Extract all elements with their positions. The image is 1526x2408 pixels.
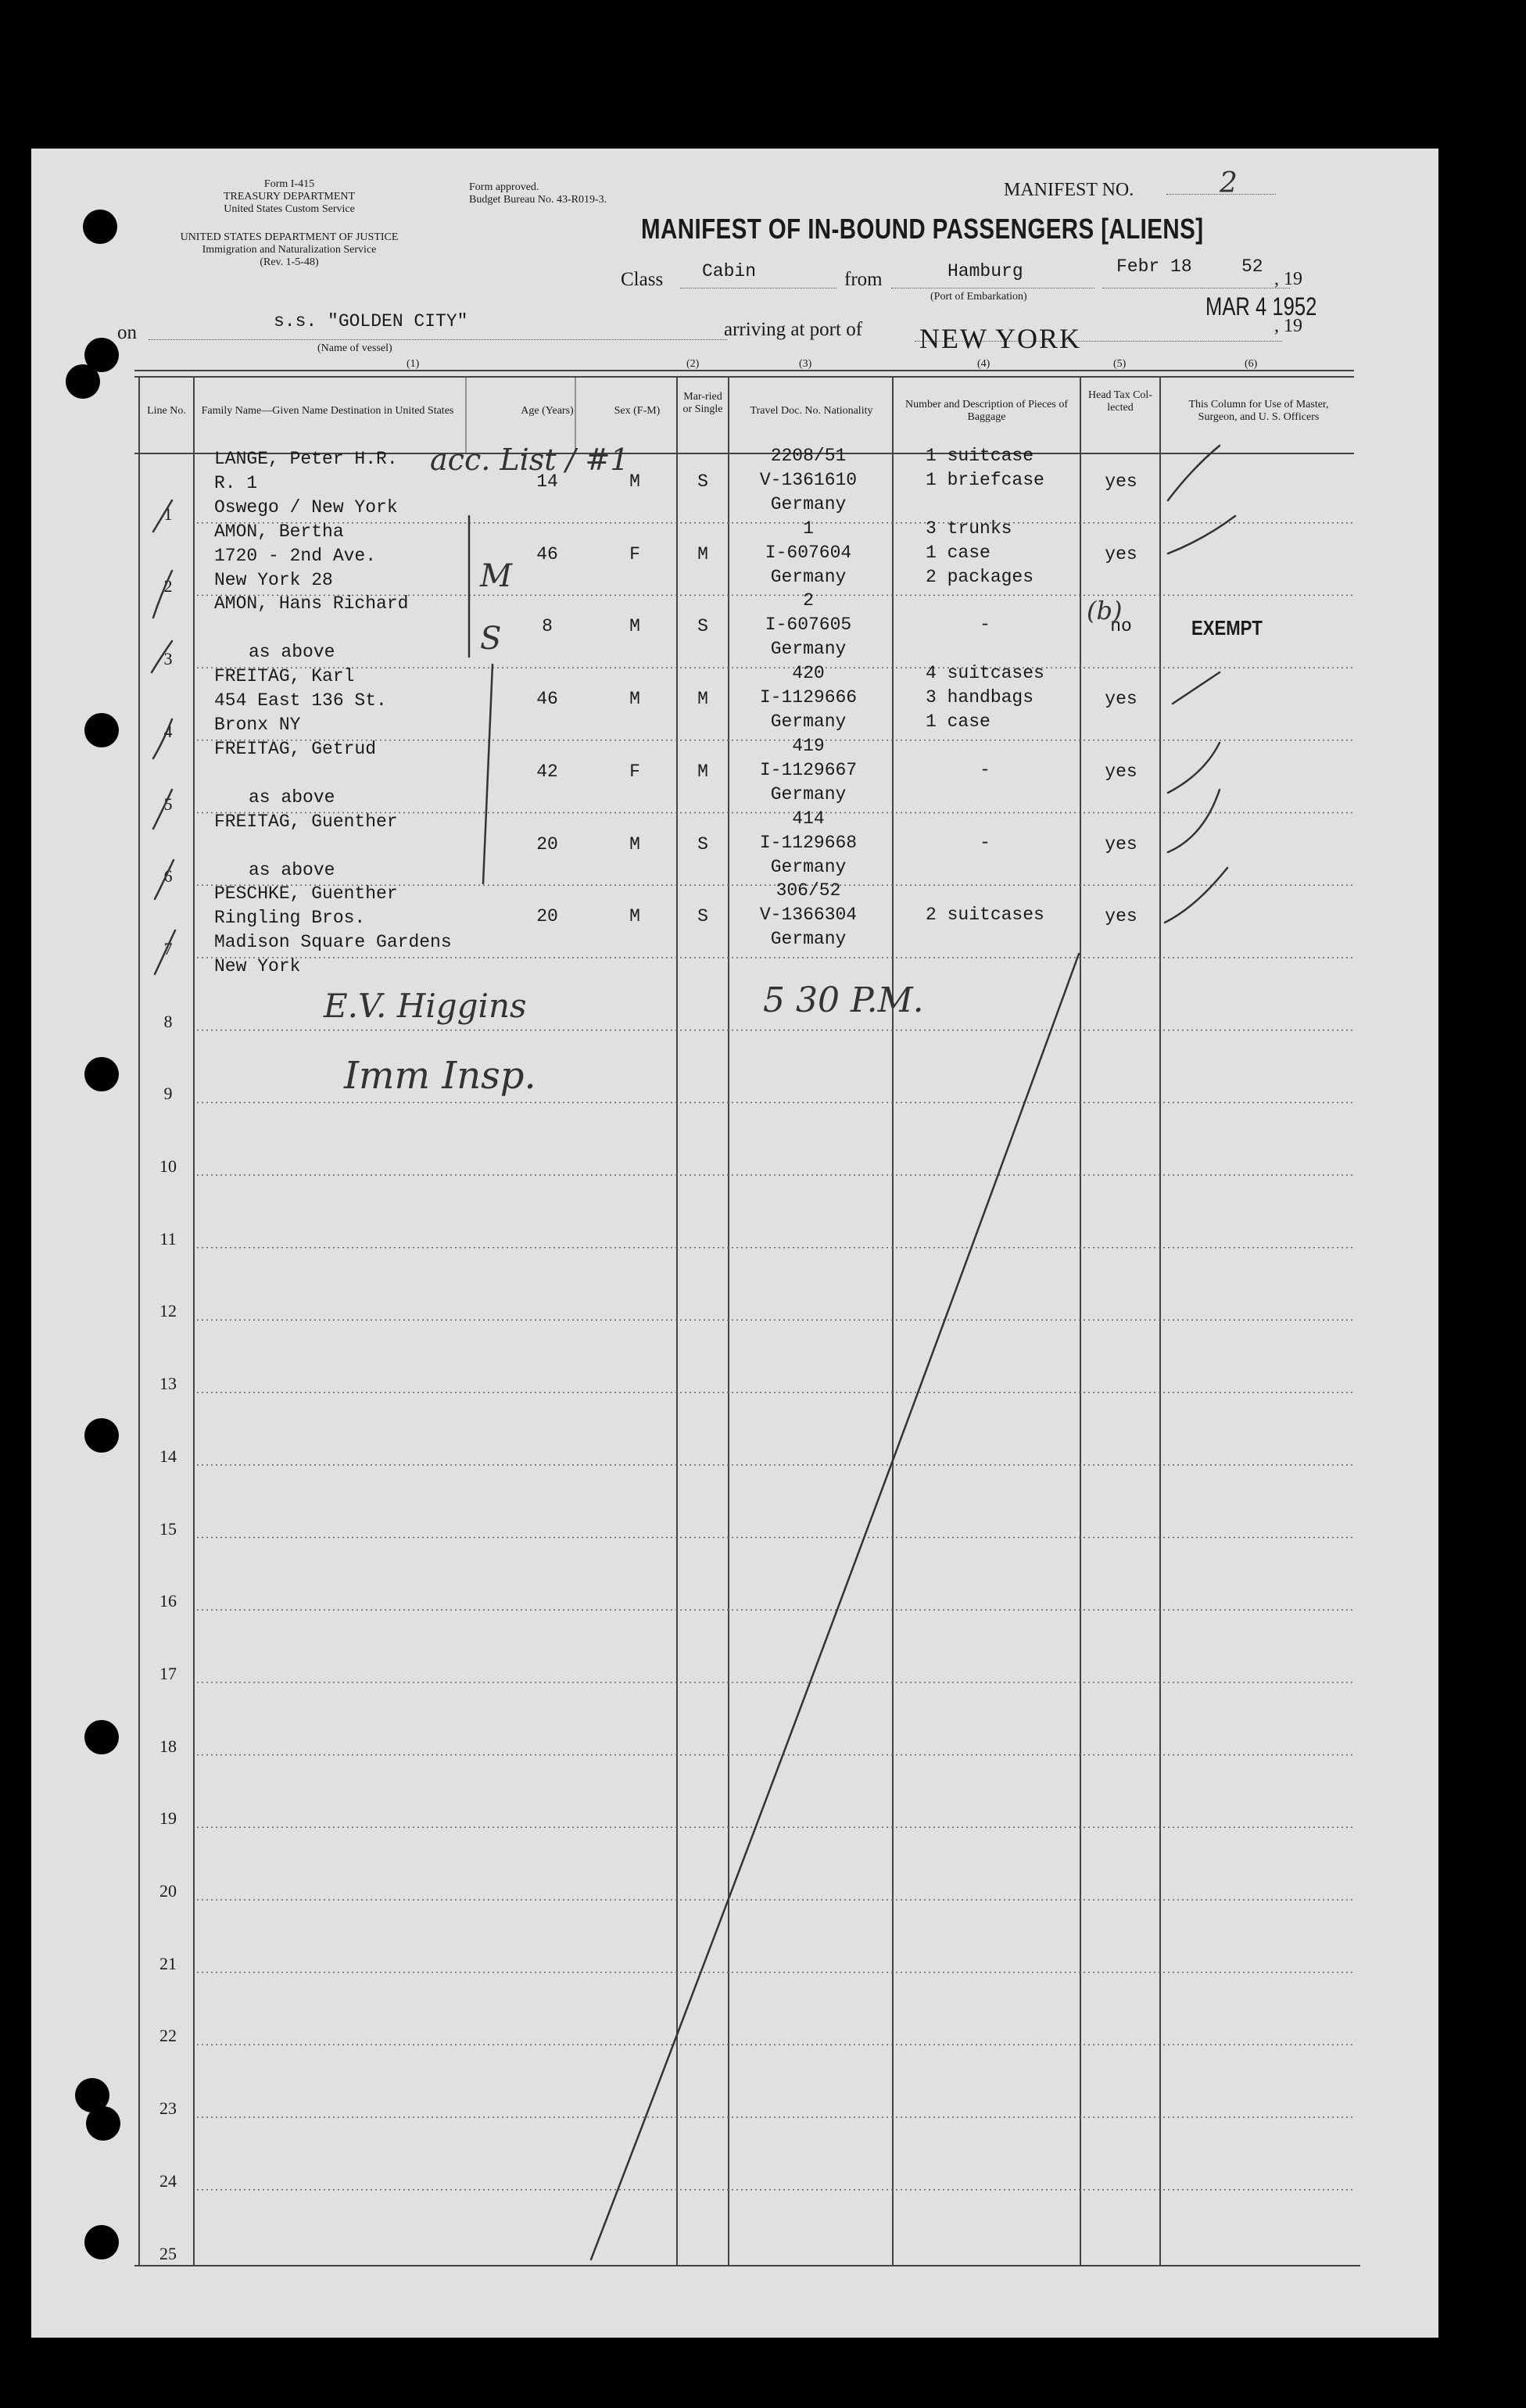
passenger-name-line: 1720 - 2nd Ave. — [214, 545, 377, 566]
passenger-name-line: as above — [249, 642, 335, 663]
travel-doc-line: 2208/51 — [770, 446, 847, 466]
travel-doc-line: Germany — [770, 494, 847, 514]
travel-doc-line: 419 — [792, 735, 825, 756]
manifest-number: 2 — [1220, 167, 1238, 199]
baggage-line: 3 trunks — [926, 518, 1012, 539]
passenger-marital-status: S — [697, 471, 708, 492]
passenger-name-line: FREITAG, Getrud — [214, 738, 377, 759]
customs-service: United States Custom Service — [224, 203, 355, 215]
baggage-line: 1 case — [926, 711, 990, 733]
head-tax: yes — [1105, 833, 1137, 855]
justice-dept: UNITED STATES DEPARTMENT OF JUSTICE — [180, 231, 399, 243]
col-num-2: (2) — [686, 358, 700, 370]
handwritten-time: 5 30 P.M. — [763, 980, 924, 1020]
baggage-line: 2 packages — [926, 566, 1034, 587]
col-header-sex: Sex (F-M) — [614, 405, 661, 417]
passenger-name-line: Bronx NY — [214, 715, 301, 736]
passenger-name-line: New York — [214, 956, 301, 977]
travel-doc-line: Germany — [770, 856, 847, 877]
passenger-name-line: LANGE, Peter H.R. — [214, 449, 398, 469]
passenger-age: 42 — [536, 761, 558, 782]
baggage-line: 3 handbags — [926, 687, 1034, 708]
vessel-label: (Name of vessel) — [317, 342, 392, 354]
passenger-sex: M — [629, 471, 640, 492]
passenger-marital-status: M — [697, 543, 708, 564]
passenger-name-line: Ringling Bros. — [214, 908, 366, 929]
line-number: 17 — [159, 1663, 177, 1683]
handwritten-inspector-title: Imm Insp. — [344, 1054, 536, 1098]
col-num-6: (6) — [1245, 358, 1258, 370]
line-number: 20 — [159, 1881, 177, 1901]
passenger-marital-status: M — [697, 689, 708, 710]
line-number: 3 — [163, 649, 173, 669]
form-approved: Form approved. — [469, 181, 539, 193]
line-number: 7 — [163, 938, 173, 959]
passenger-marital-status: M — [697, 761, 708, 782]
line-number: 2 — [163, 576, 173, 597]
passenger-age: 46 — [536, 689, 558, 710]
year-prefix: , 19 — [1274, 269, 1302, 289]
handwritten-b: (b) — [1087, 596, 1123, 625]
line-number: 5 — [163, 794, 173, 814]
line-number: 12 — [159, 1301, 177, 1321]
ins-service: Immigration and Naturalization Service — [202, 244, 377, 256]
travel-doc-line: V-1366304 — [759, 905, 858, 926]
baggage-line: 2 suitcases — [926, 905, 1044, 926]
passenger-name-line: PESCHKE, Guenther — [214, 883, 398, 905]
head-tax: yes — [1105, 543, 1137, 564]
treasury-dept: TREASURY DEPARTMENT — [223, 191, 356, 202]
handwritten-list-reference: acc. List / #1 — [430, 443, 629, 477]
line-number: 6 — [163, 866, 173, 887]
travel-doc-line: 306/52 — [776, 880, 841, 901]
passenger-name-line: 454 East 136 St. — [214, 690, 387, 711]
passenger-marital-status: S — [697, 833, 708, 855]
vessel-name: s.s. "GOLDEN CITY" — [274, 311, 468, 331]
passenger-name-line: AMON, Bertha — [214, 521, 344, 542]
line-number: 16 — [159, 1591, 177, 1611]
travel-doc-line: I-607604 — [765, 542, 852, 563]
passenger-age: 20 — [536, 833, 558, 855]
line-number: 9 — [163, 1084, 173, 1104]
baggage-line: 4 suitcases — [926, 663, 1044, 684]
head-tax: no — [1110, 616, 1132, 637]
col-num-4: (4) — [977, 358, 990, 370]
passenger-sex: M — [629, 833, 640, 855]
passenger-sex: F — [629, 761, 640, 782]
passenger-age: 14 — [536, 471, 558, 492]
arriving-label: arriving at port of — [724, 319, 863, 340]
revision: (Rev. 1-5-48) — [260, 256, 319, 268]
on-label: on — [117, 322, 137, 343]
baggage-line: - — [980, 759, 990, 780]
officer-note: EXEMPT — [1191, 616, 1263, 640]
line-number: 15 — [159, 1518, 177, 1539]
col-header-line: Line No. — [147, 405, 186, 417]
head-tax: yes — [1105, 761, 1137, 782]
passenger-sex: F — [629, 543, 640, 564]
line-number: 10 — [159, 1156, 177, 1176]
travel-doc-line: V-1361610 — [759, 470, 858, 490]
travel-doc-line: I-1129668 — [759, 832, 858, 853]
travel-doc-line: Germany — [770, 929, 847, 950]
passenger-age: 20 — [536, 906, 558, 927]
baggage-line: 1 briefcase — [926, 470, 1044, 490]
col-header-tax: Head Tax Col-lected — [1088, 389, 1152, 414]
line-number: 13 — [159, 1374, 177, 1394]
line-number: 11 — [159, 1228, 177, 1249]
line-number: 14 — [159, 1446, 177, 1466]
baggage-line: - — [980, 615, 990, 636]
line-number: 4 — [163, 721, 173, 741]
line-number: 24 — [159, 2170, 177, 2191]
passenger-name-line: Madison Square Gardens — [214, 932, 452, 953]
travel-doc-line: Germany — [770, 783, 847, 804]
passenger-age: 46 — [536, 543, 558, 564]
passenger-marital-status: S — [697, 906, 708, 927]
port-embark-label: (Port of Embarkation) — [930, 291, 1027, 303]
line-number: 1 — [163, 503, 173, 524]
from-label: from — [844, 269, 883, 290]
baggage-line: 1 suitcase — [926, 446, 1034, 466]
line-number: 19 — [159, 1808, 177, 1829]
travel-doc-line: I-1129667 — [759, 759, 858, 780]
travel-doc-line: 2 — [803, 590, 814, 611]
line-number: 18 — [159, 1736, 177, 1756]
from-value: Hamburg — [947, 261, 1023, 281]
travel-doc-line: Germany — [770, 711, 847, 733]
handwritten-s: S — [480, 621, 502, 657]
baggage-line: - — [980, 832, 990, 853]
passenger-name-line: R. 1 — [214, 473, 258, 493]
passenger-age: 8 — [542, 616, 553, 637]
travel-doc-line: 414 — [792, 808, 825, 829]
arrival-date-stamp: MAR 4 1952 — [1205, 292, 1317, 321]
manifest-title: MANIFEST OF IN-BOUND PASSENGERS [ALIENS] — [641, 213, 1204, 245]
passenger-name-line: Oswego / New York — [214, 497, 398, 518]
col-header-age: Age (Years) — [521, 405, 574, 417]
col-header-doc: Travel Doc. No. Nationality — [750, 405, 873, 417]
handwritten-signature: E.V. Higgins — [324, 987, 527, 1025]
head-tax: yes — [1105, 471, 1137, 492]
passenger-sex: M — [629, 689, 640, 710]
line-number: 21 — [159, 1953, 177, 1973]
budget-bureau: Budget Bureau No. 43-R019-3. — [469, 194, 607, 206]
class-label: Class — [621, 269, 664, 290]
departure-date: Febr 18 — [1116, 256, 1192, 277]
head-tax: yes — [1105, 906, 1137, 927]
line-number: 22 — [159, 2026, 177, 2046]
passenger-marital-status: S — [697, 616, 708, 637]
col-header-name: Family Name—Given Name Destination in United States — [201, 405, 454, 417]
arrival-year-prefix: , 19 — [1274, 316, 1302, 336]
manifest-no-label: MANIFEST NO. — [1004, 180, 1134, 200]
head-tax: yes — [1105, 689, 1137, 710]
col-num-1: (1) — [407, 358, 420, 370]
col-header-officers: This Column for Use of Master, Surgeon, and U. S. Officers — [1188, 399, 1329, 423]
passenger-name-line: FREITAG, Guenther — [214, 811, 398, 832]
travel-doc-line: 420 — [792, 663, 825, 684]
travel-doc-line: Germany — [770, 566, 847, 587]
class-value: Cabin — [702, 261, 757, 281]
form-number: Form I-415 — [263, 178, 315, 190]
arrival-port: NEW YORK — [919, 323, 1081, 354]
line-number: 8 — [163, 1011, 173, 1031]
passenger-name-line: as above — [249, 787, 335, 808]
col-num-5: (5) — [1113, 358, 1127, 370]
travel-doc-line: I-607605 — [765, 615, 852, 636]
col-header-married: Mar-ried or Single — [682, 391, 723, 415]
col-header-baggage: Number and Description of Pieces of Baggage — [905, 399, 1068, 423]
col-num-3: (3) — [799, 358, 812, 370]
passenger-name-line: FREITAG, Karl — [214, 666, 355, 687]
passenger-name-line: New York 28 — [214, 569, 333, 590]
line-number: 23 — [159, 2098, 177, 2119]
line-number: 25 — [159, 2243, 177, 2263]
passenger-name-line: as above — [249, 859, 335, 880]
travel-doc-line: 1 — [803, 518, 814, 539]
handwritten-m: M — [480, 558, 512, 594]
departure-year: 52 — [1241, 256, 1263, 277]
passenger-sex: M — [629, 616, 640, 637]
passenger-name-line: AMON, Hans Richard — [214, 593, 409, 615]
passenger-sex: M — [629, 906, 640, 927]
travel-doc-line: I-1129666 — [759, 687, 858, 708]
travel-doc-line: Germany — [770, 639, 847, 660]
baggage-line: 1 case — [926, 542, 990, 563]
